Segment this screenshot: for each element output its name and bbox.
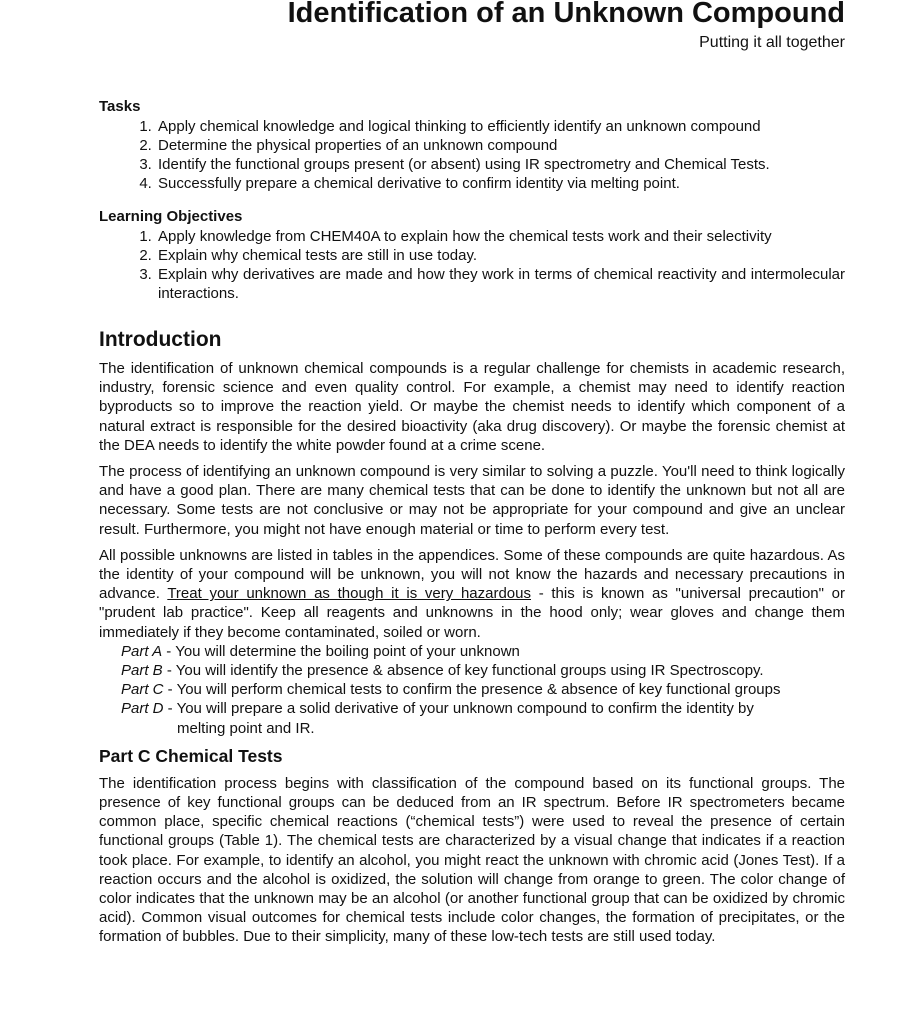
intro-paragraph-2: The process of identifying an unknown compound is very similar to solving a puzzle. You'll need to think logically and have a good plan. There are many chemical tests that can be done to identify the unknown but not all are necessary. Some tests are not conclusive or may not be appropriate for your compound and give an unclear result. Furthermore, you might not have enough material or time to perform every test. [99, 463, 845, 538]
tasks-list [99, 117, 845, 193]
objectives-list [99, 227, 845, 303]
introduction-heading: Introduction [99, 328, 222, 351]
part-label: Part D [121, 700, 164, 718]
list-item: 4. Successfully prepare a chemical derivative to confirm identity via melting point. [156, 174, 845, 193]
list-item: 1. Apply knowledge from CHEM40A to explain how the chemical tests work and their selectivity [156, 227, 845, 246]
part-label: Part B [121, 662, 163, 680]
parts-list [99, 642, 845, 738]
part-a-line [121, 642, 845, 661]
part-d-line [121, 699, 845, 718]
objectives-heading: Learning Objectives [99, 208, 243, 225]
document-subtitle: Putting it all together [699, 34, 845, 51]
list-item: 3. Identify the functional groups present (or absent) using IR spectrometry and Chemical Tests. [156, 155, 845, 174]
intro-paragraph-3 [99, 546, 845, 642]
intro-paragraph-1: The identification of unknown chemical compounds is a regular challenge for chemists in academic research, industry, forensic science and even quality control. For example, a chemist may need to identify reaction byproducts so to improve the reaction yield. Or maybe the chemist needs to identify which component of a natural extract is responsible for the desired bioactivity (aka drug discovery). Or maybe the forensic chemist at the DEA needs to identify the white powder found at a crime scene. [99, 360, 845, 454]
title-block [288, 0, 845, 53]
tasks-heading: Tasks [99, 98, 141, 115]
list-item: 1. Apply chemical knowledge and logical thinking to efficiently identify an unknown compound [156, 117, 845, 136]
list-item: 3. Explain why derivatives are made and how they work in terms of chemical reactivity and intermolecular interactions. [156, 265, 845, 303]
part-description: - You will prepare a solid derivative of your unknown compound to confirm the identity by [163, 700, 754, 718]
list-item: 2. Explain why chemical tests are still in use today. [156, 246, 845, 265]
part-description: - You will determine the boiling point of your unknown [162, 642, 520, 660]
part-label: Part C [121, 681, 164, 699]
intro-paragraph-3-start: All possible unknowns are listed in tables in the appendices. Some of these compounds are quite hazardous. As the identity of your compound will be unknown, you will not know the hazards and necessary precautions in advance. [99, 546, 845, 603]
part-description: - You will perform chemical tests to confirm the presence & absence of key functional groups [163, 681, 781, 699]
part-d-continuation: melting point and IR. [177, 719, 315, 737]
document-body [99, 97, 845, 947]
part-label: Part A [121, 642, 163, 660]
intro-paragraph-3-end: - this is known as "universal precaution" or "prudent lab practice". Keep all reagents and unknowns in the hood only; wear gloves and change them immediately if they become contaminated, soiled or worn. [99, 585, 845, 641]
part-c-line [121, 680, 845, 699]
document-title: Identification of an Unknown Compound [287, 0, 845, 29]
universal-precaution-emphasis: Treat your unknown as though it is very hazardous [167, 585, 531, 603]
part-description: - You will identify the presence & absence of key functional groups using IR Spectroscopy. [162, 662, 764, 680]
list-item: 2. Determine the physical properties of an unknown compound [156, 136, 845, 155]
part-c-paragraph: The identification process begins with classification of the compound based on its functional groups. The presence of key functional groups can be deduced from an IR spectrum. Before IR spectrometers became common place, specific chemical reactions (“chemical tests”) were used to reveal the presence of certain functional groups (Table 1). The chemical tests are characterized by a visual change that indicates if a reaction took place. For example, to identify an alcohol, you might react the unknown with chromic acid (Jones Test). If a reaction occurs and the alcohol is oxidized, the solution will change from orange to green. The color change of color indicates that the unknown may be an alcohol (or another functional group that can be oxidized by chromic acid). Common visual outcomes for chemical tests include color changes, the formation of precipitates, or the formation of bubbles. Due to their simplicity, many of these low-tech tests are still used today. [99, 774, 845, 946]
part-b-line [121, 661, 845, 680]
part-c-heading: Part C Chemical Tests [99, 745, 283, 766]
